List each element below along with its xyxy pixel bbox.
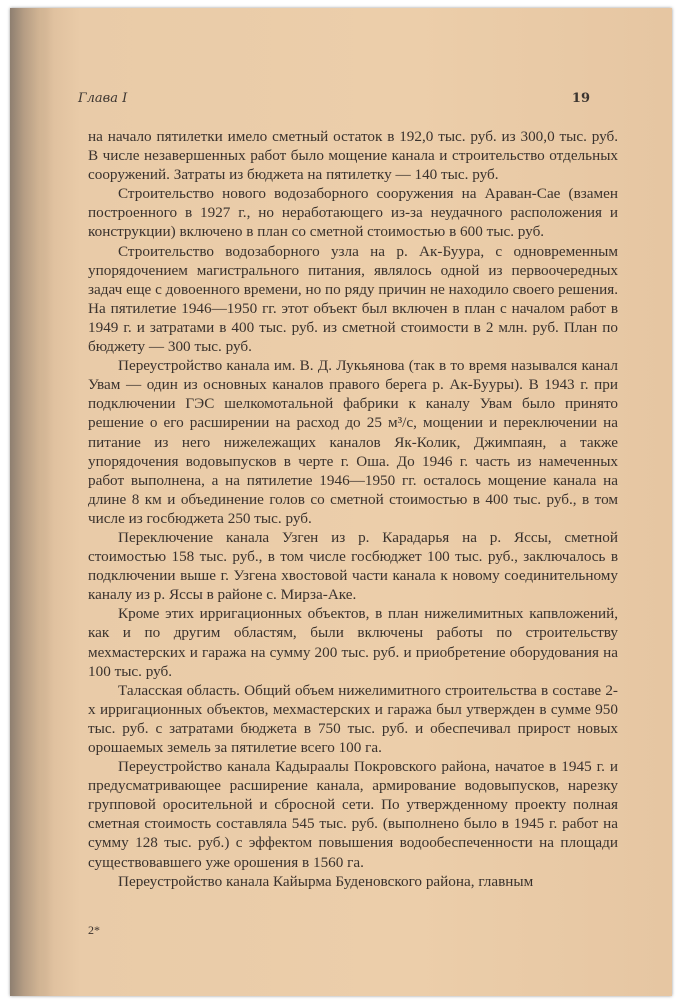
- paragraph: Переустройство канала Кадыраалы Покровского района, начатое в 1945 г. и предусматривающее расширение канала, армирование водовыпусков, нарезку групповой оросительной и сбросной сети. По утвержденному проекту полная сметная стоимость составляла 545 тыс. руб. (выполнено было в 1945 г. работ на сумму 128 тыс. руб.) с эффектом повышения водообеспеченности на площади существовавшего уже орошения в 1560 га.: [88, 758, 618, 871]
- body-text: [88, 127, 618, 891]
- paragraph: Переустройство канала Кайырма Буденовского района, главным: [118, 872, 534, 890]
- paragraph-continuation: на начало пятилетки имело сметный остаток в 192,0 тыс. руб. из 300,0 тыс. руб. В числе незавершенных работ было мощение канала и строительство отдельных сооружений. Затраты из бюджета на пятилетку — 140 тыс. руб.: [88, 128, 618, 184]
- paragraph: Строительство нового водозаборного сооружения на Араван-Сае (взамен построенного в 1927 г., но неработающего из-за неудачного расположения и конструкции) включено в план со сметной стоимостью в 600 тыс. руб.: [88, 185, 618, 241]
- paragraph: Таласская область. Общий объем нижелимитного строительства в составе 2-х ирригационных объектов, мехмастерских и гаража был утвержден в сумме 950 тыс. руб. с затратами бюджета в 750 тыс. руб. и обеспечивал прирост новых орошаемых земель за пятилетие всего 100 га.: [88, 681, 618, 756]
- paragraph: Переустройство канала им. В. Д. Лукьянова (так в то время назывался канал Увам — один из основных каналов правого берега р. Ак-Бууры). В 1943 г. при подключении ГЭС шелкомотальной фабрики к каналу Увам было принято решение о его расширении на расход до 25 м³/с, мощении и переключении на питание из него нижележащих каналов Як-Колик, Джимпаян, а также упорядочения водовыпусков в черте г. Оша. До 1946 г. часть из намеченных работ выполнена, а на пятилетие 1946—1950 гг. осталось мощение канала на длине 8 км и объединение голов со сметной стоимостью в 400 тыс. руб., в том числе из госбюджета 250 тыс. руб.: [88, 357, 618, 527]
- paragraph: Строительство водозаборного узла на р. Ак-Буура, с одновременным упорядочением магистрального питания, являлось одной из первоочередных задач еще с довоенного времени, но по ряду причин не находило своего решения. На пятилетие 1946—1950 гг. этот объект был включен в план с началом работ в 1949 г. и затратами в 400 тыс. руб. из сметной стоимости в 2 млн. руб. План по бюджету — 300 тыс. руб.: [88, 242, 618, 356]
- paragraph: Переключение канала Узген из р. Карадарья на р. Яссы, сметной стоимостью 158 тыс. руб., в том числе госбюджет 100 тыс. руб., заключалось в подключении выше г. Узгена хвостовой части канала к новому соединительному каналу из р. Яссы в районе с. Мирза-Аке.: [88, 528, 618, 604]
- paragraph: Кроме этих ирригационных объектов, в план нижелимитных капвложений, как и по другим областям, были включены работы по строительству мехмастерских и гаража на сумму 200 тыс. руб. и приобретение оборудования на 100 тыс. руб.: [88, 605, 618, 680]
- running-head: Глава I: [78, 91, 128, 106]
- signature-mark: 2*: [88, 923, 100, 937]
- page-gutter-shadow: [10, 8, 54, 996]
- page-number: 19: [571, 91, 590, 106]
